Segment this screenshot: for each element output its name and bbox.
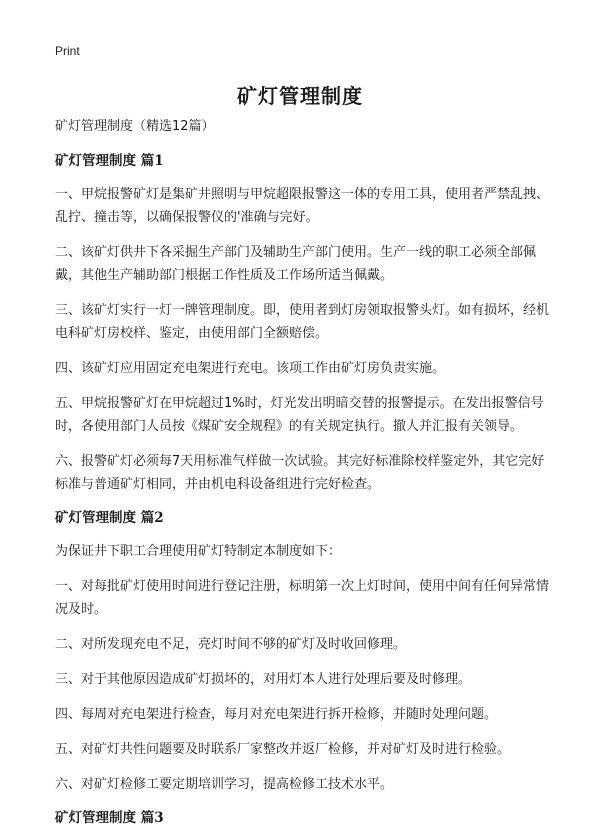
section-2-paragraph: 六、对矿灯检修工要定期培训学习，提高检修工技术水平。 bbox=[55, 777, 394, 792]
section-2-paragraph: 一、对每批矿灯使用时间进行登记注册，标明第一次上灯时间，使用中间有任何异常情况及时。 bbox=[55, 579, 550, 617]
section-2-paragraph: 二、对所发现充电不足，亮灯时间不够的矿灯及时收回修理。 bbox=[55, 637, 407, 652]
document-subtitle: 矿灯管理制度（精选12篇） bbox=[55, 119, 215, 134]
section-2-paragraph: 四、每周对充电架进行检查，每月对充电架进行拆开检修，并随时处理问题。 bbox=[55, 707, 498, 722]
section-1-paragraph: 三、该矿灯实行一灯一牌管理制度。即，使用者到灯房领取报警头灯。如有损坏，经机电科矿灯房校样、鉴定，由使用部门全额赔偿。 bbox=[55, 303, 550, 341]
document-title: 矿灯管理制度 bbox=[237, 84, 363, 108]
section-2-paragraph: 为保证井下职工合理使用矿灯特制定本制度如下： bbox=[55, 544, 342, 559]
section-1-paragraph: 二、该矿灯供井下各采掘生产部门及辅助生产部门使用。生产一线的职工必须全部佩戴，其他生产辅助部门根据工作性质及工作场所适当佩戴。 bbox=[55, 245, 537, 283]
section-1-paragraph: 五、甲烷报警矿灯在甲烷超过1%时，灯光发出明暗交替的报警提示。在发出报警信号时，各使用部门人员按《煤矿安全规程》的有关规定执行。撤人并汇报有关领导。 bbox=[55, 396, 544, 434]
print-link[interactable]: Print bbox=[55, 44, 80, 58]
section-2-paragraph: 三、对于其他原因造成矿灯损坏的，对用灯本人进行处理后要及时修理。 bbox=[55, 672, 472, 687]
section-1-paragraph: 四、该矿灯应用固定充电架进行充电。该项工作由矿灯房负责实施。 bbox=[55, 361, 446, 376]
section-heading-3: 矿灯管理制度 篇3 bbox=[55, 810, 164, 826]
section-2-paragraph: 五、对矿灯共性问题要及时联系厂家整改并返厂检修，并对矿灯及时进行检验。 bbox=[55, 742, 511, 757]
section-heading-2: 矿灯管理制度 篇2 bbox=[55, 510, 164, 526]
section-1-paragraph: 六、报警矿灯必须每7天用标准气样做一次试验。其完好标准除校样鉴定外，其它完好标准与普通矿灯相同，并由机电科设备组进行完好检查。 bbox=[55, 454, 545, 492]
section-1-paragraph: 一、甲烷报警矿灯是集矿井照明与甲烷超限报警这一体的专用工具，使用者严禁乱拽、乱拧、撞击等，以确保报警仪的'准确与完好。 bbox=[55, 187, 550, 225]
section-heading-1: 矿灯管理制度 篇1 bbox=[55, 153, 164, 169]
document-body bbox=[55, 117, 550, 840]
